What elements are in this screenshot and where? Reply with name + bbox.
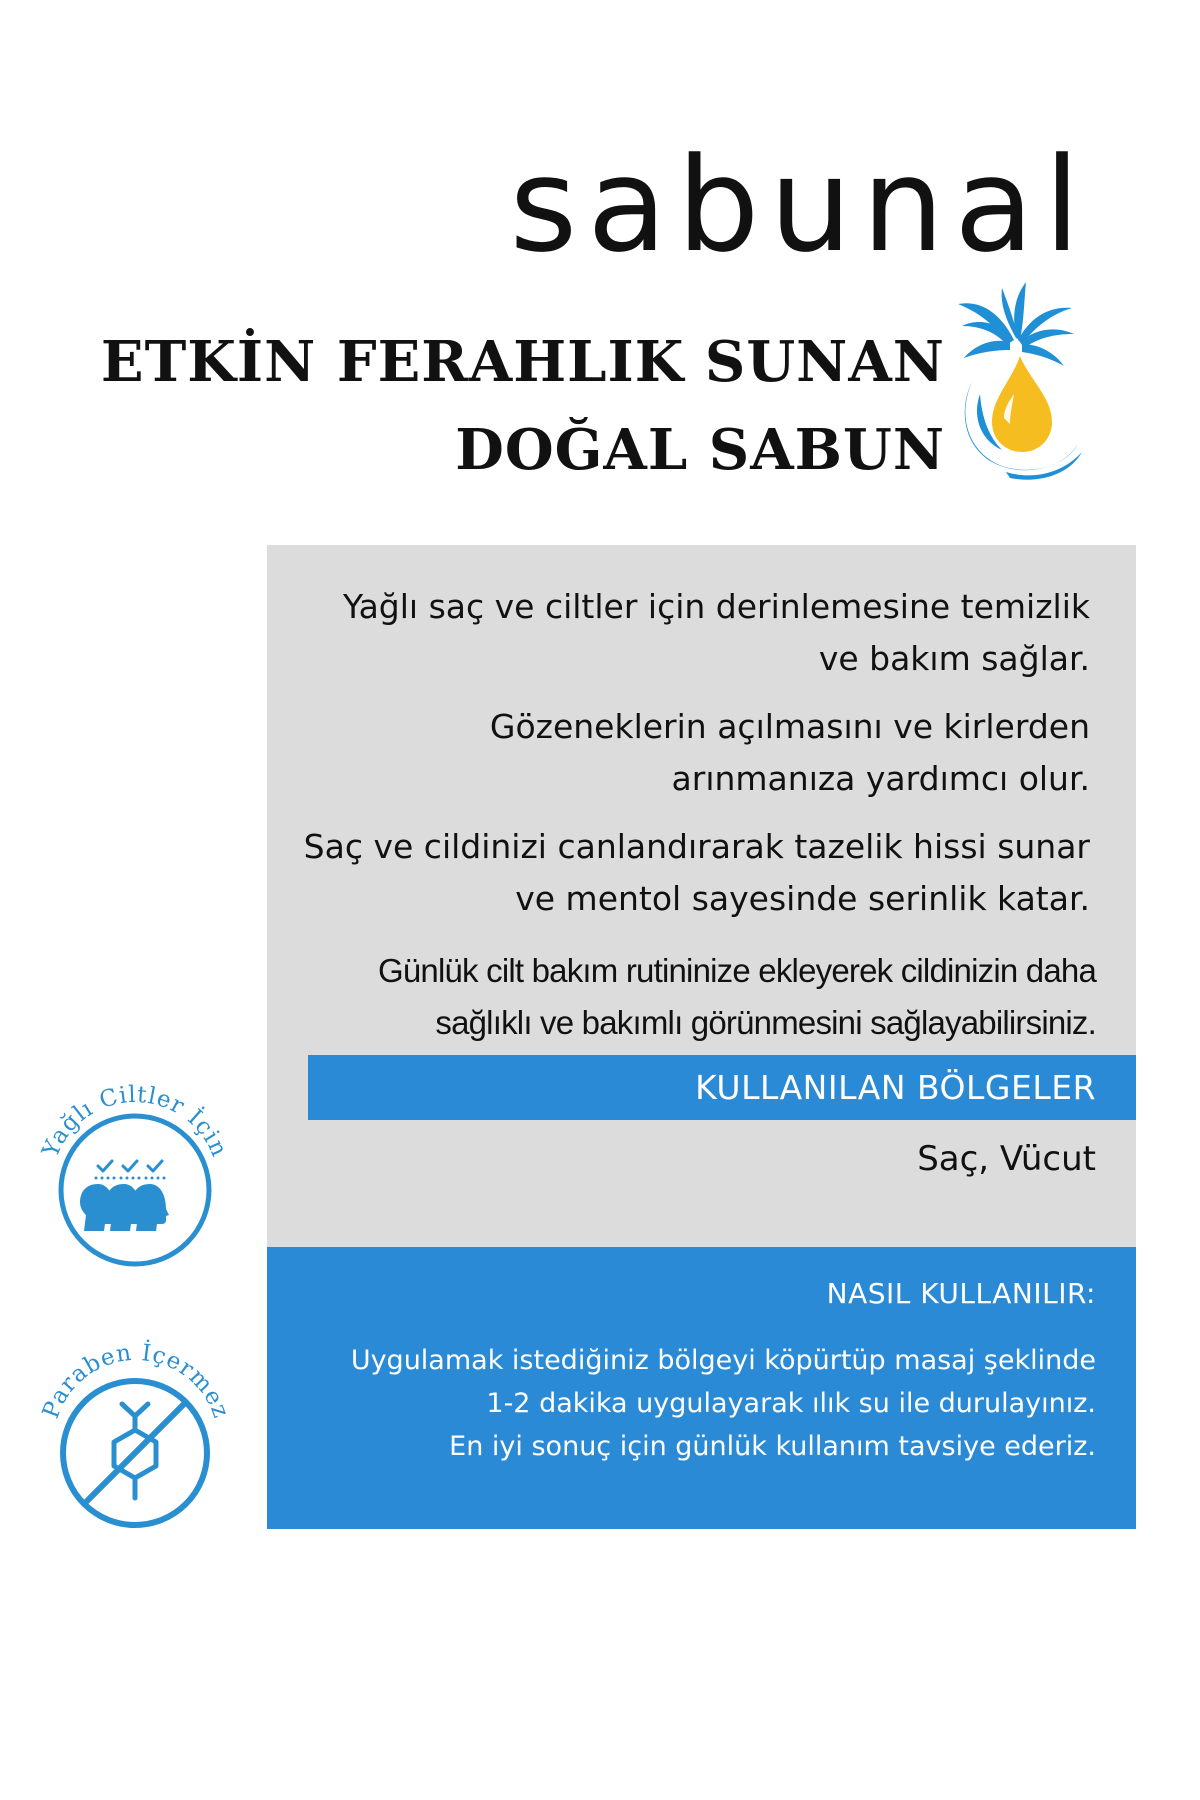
paraben-free-badge-label: Paraben İçermez [38, 1339, 235, 1422]
description-text [267, 545, 1136, 1065]
headline-line-2: DOĞAL SABUN [455, 417, 945, 483]
oily-skin-badge-label: Yağlı Ciltler İçin [37, 1081, 233, 1162]
headline [101, 318, 945, 494]
description-paragraph: Gözeneklerin açılmasını ve kirlerden arınmanıza yardımcı olur. [489, 707, 1090, 798]
regions-header-bar [308, 1055, 1136, 1120]
how-to-use-panel [267, 1247, 1136, 1529]
three-heads-check-icon [80, 1161, 169, 1231]
paraben-free-badge [30, 1320, 240, 1530]
no-paraben-molecule-icon [63, 1381, 207, 1525]
description-paragraph: Günlük cilt bakım rutininize ekleyerek cildinizin daha sağlıklı ve bakımlı görünmesini sağlayabilirsiniz. [378, 952, 1096, 1041]
description-paragraph: Yağlı saç ve ciltler için derinlemesine temizlik ve bakım sağlar. [342, 587, 1090, 678]
regions-title: KULLANILAN BÖLGELER [695, 1068, 1096, 1107]
regions-value: Saç, Vücut [917, 1139, 1096, 1179]
how-to-use-line: En iyi sonuç için günlük kullanım tavsiye ederiz. [449, 1431, 1096, 1462]
how-to-use-text [351, 1339, 1096, 1468]
how-to-use-line: Uygulamak istediğiniz bölgeyi köpürtüp masaj şeklinde [350, 1345, 1096, 1376]
how-to-use-line: 1-2 dakika uygulayarak ılık su ile durulayınız. [486, 1388, 1096, 1419]
brand-name: sabunal [509, 129, 1090, 281]
description-paragraph: Saç ve cildinizi canlandırarak tazelik hissi sunar ve mentol sayesinde serinlik katar. [303, 827, 1090, 918]
palm-oil-drop-icon [950, 282, 1085, 482]
svg-text:Yağlı Ciltler İçin [37, 1082, 232, 1162]
how-to-use-title: NASIL KULLANILIR: [826, 1277, 1096, 1310]
description-panel [267, 545, 1136, 1247]
headline-line-1: ETKİN FERAHLIK SUNAN [100, 329, 945, 395]
oily-skin-badge [30, 1060, 240, 1270]
